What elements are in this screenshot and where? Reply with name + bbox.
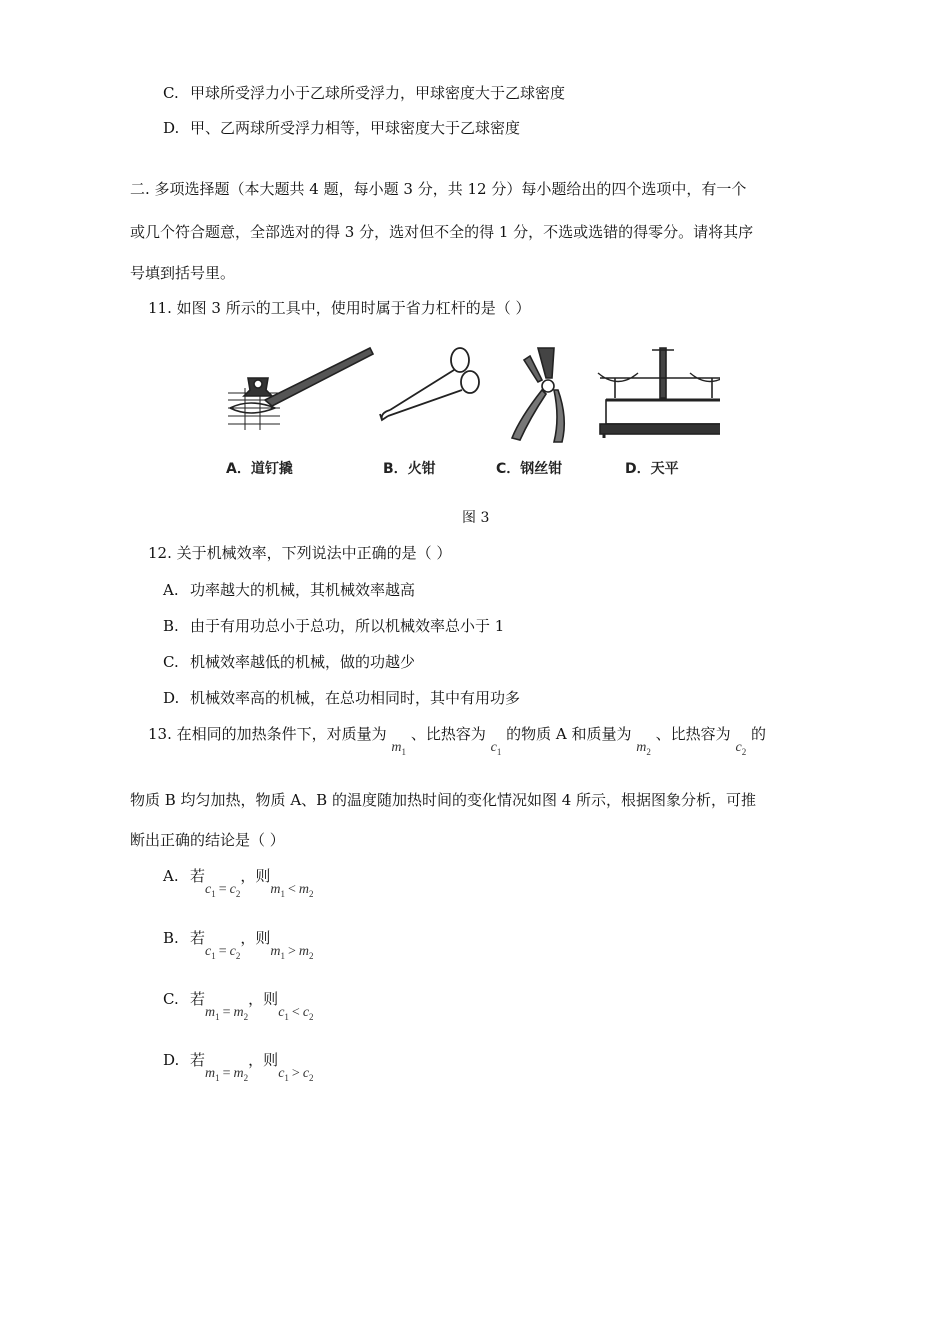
caption-d: D．天平: [625, 461, 679, 477]
q13-option-c: [163, 989, 314, 1022]
math-c2: $c_2$: [735, 740, 747, 757]
condition-math: $c_1 = c_2$: [205, 882, 241, 899]
figure-3-tools: [220, 338, 720, 498]
option-label: A.: [163, 867, 179, 885]
fire-tongs-icon: [380, 348, 479, 420]
result-math: $m_1 < m_2$: [270, 882, 314, 899]
option-label: D.: [163, 1051, 180, 1069]
condition-math: $m_1 = m_2$: [205, 1066, 249, 1083]
option-label: B.: [163, 929, 179, 947]
q13-option-d: [163, 1050, 314, 1083]
q12-option-d: D. 机械效率高的机械，在总功相同时，其中有用功多: [163, 689, 521, 707]
caption-a: A．道钉撬: [226, 461, 293, 477]
math-m2: $m_2$: [636, 740, 651, 757]
then-word: ，则: [240, 929, 271, 947]
result-math: $c_1 < c_2$: [278, 1005, 314, 1022]
q13-line2: 物质 B 均匀加热，物质 A、B 的温度随加热时间的变化情况如图 4 所示，根据图象分析，可推: [130, 791, 757, 809]
q13-stem: 13. 在相同的加热条件下，对质量为 $m_1$ 、比热容为 $c_1$ 的物质 A 和质量为 $m_2$ 、比热容为 $c_2$ 的: [148, 725, 766, 757]
q12-stem: 12. 关于机械效率，下列说法中正确的是（ ）: [148, 544, 452, 562]
spike-bar-icon: [228, 348, 373, 430]
if-word: 若: [190, 990, 206, 1008]
section2-line1: 二. 多项选择题（本大题共 4 题，每小题 3 分，共 12 分）每小题给出的四个选项中，有一个: [130, 180, 747, 198]
condition-math: $c_1 = c_2$: [205, 944, 241, 961]
q13-line3: 断出正确的结论是（ ）: [130, 831, 285, 849]
q12-option-a: A. 功率越大的机械，其机械效率越高: [163, 581, 416, 599]
result-math: $m_1 > m_2$: [270, 944, 314, 961]
pliers-icon: [512, 348, 564, 442]
q13-option-b: [163, 928, 314, 961]
option-label: C.: [163, 990, 179, 1008]
math-c1: $c_1$: [490, 740, 502, 757]
then-word: ，则: [240, 867, 271, 885]
caption-c: C．钢丝钳: [496, 461, 563, 477]
option-d-prev: D. 甲、乙两球所受浮力相等，甲球密度大于乙球密度: [163, 119, 521, 137]
caption-b: B．火钳: [383, 461, 436, 477]
if-word: 若: [190, 867, 206, 885]
section2-line3: 号填到括号里。: [130, 264, 236, 282]
condition-math: $m_1 = m_2$: [205, 1005, 249, 1022]
math-m1: $m_1$: [391, 740, 407, 757]
q12-option-c: C. 机械效率越低的机械，做的功越少: [163, 653, 416, 671]
if-word: 若: [190, 929, 206, 947]
figure-3-label: 图 3: [462, 510, 490, 526]
result-math: $c_1 > c_2$: [278, 1066, 314, 1083]
then-word: ，则: [248, 990, 279, 1008]
q11-stem: 11. 如图 3 所示的工具中，使用时属于省力杠杆的是（ ）: [148, 299, 531, 317]
then-word: ，则: [248, 1051, 279, 1069]
option-c-prev: C. 甲球所受浮力小于乙球所受浮力，甲球密度大于乙球密度: [163, 84, 566, 102]
q12-option-b: B. 由于有用功总小于总功，所以机械效率总小于 1: [163, 617, 505, 635]
q13-option-a: [163, 866, 314, 899]
balance-scale-icon: [598, 348, 720, 438]
if-word: 若: [190, 1051, 206, 1069]
section2-line2: 或几个符合题意，全部选对的得 3 分，选对但不全的得 1 分，不选或选错的得零分。请将其序: [130, 223, 754, 241]
